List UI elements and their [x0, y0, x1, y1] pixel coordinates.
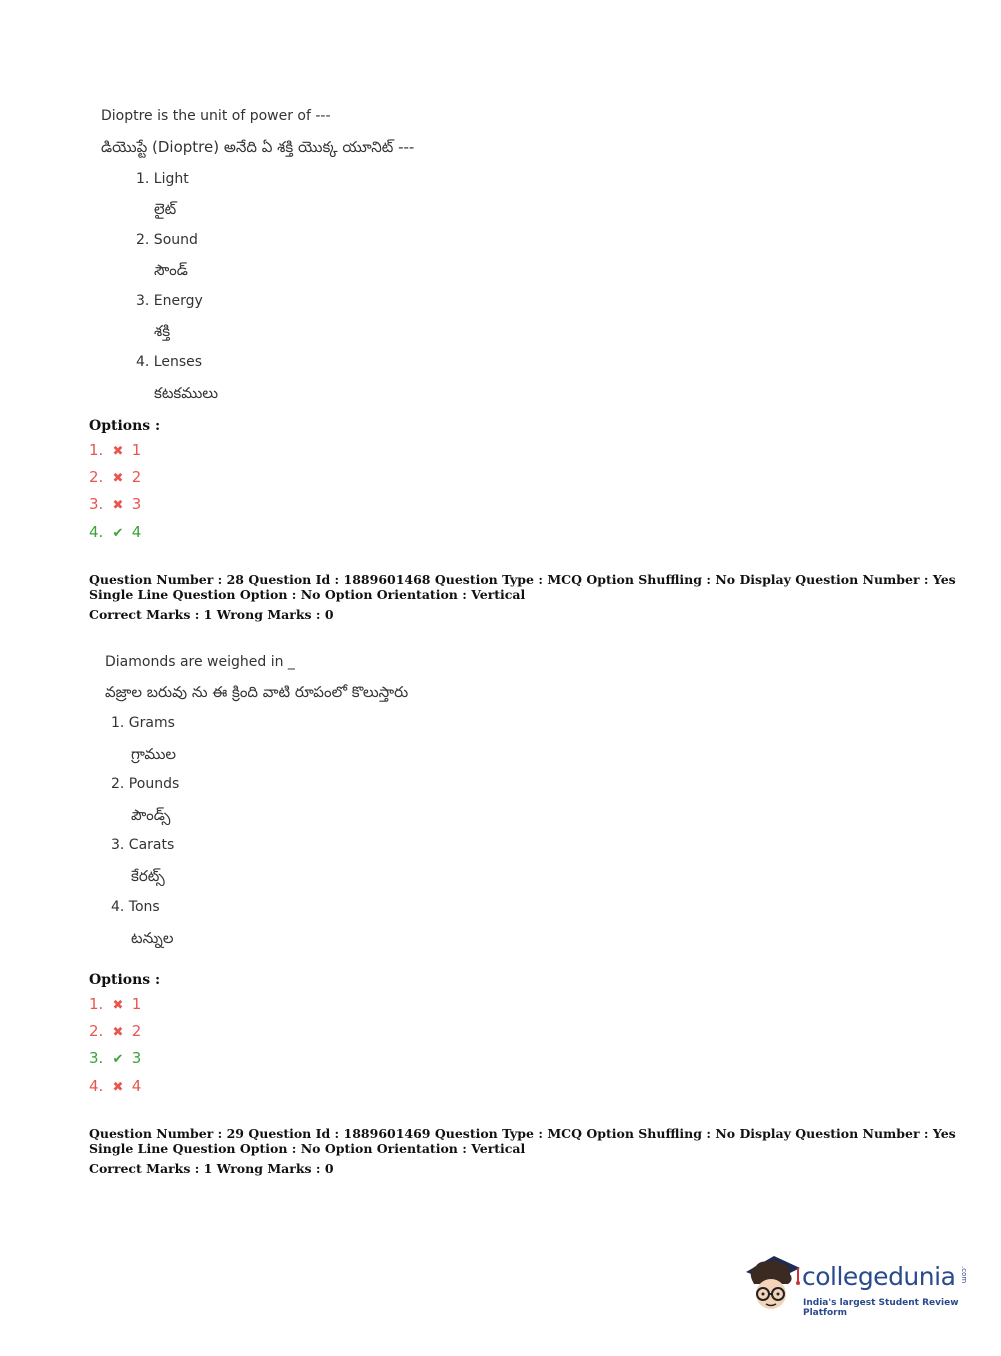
option-row: [89, 1077, 141, 1095]
cross-icon: ✖: [112, 498, 124, 513]
option-value: 1: [131, 995, 142, 1013]
options-label: Options :: [89, 418, 161, 434]
choice-1-te: గ్రాముల: [131, 745, 177, 763]
choice-2-en: 2. Sound: [136, 232, 198, 248]
question-text-en: Dioptre is the unit of power of ---: [101, 108, 331, 124]
option-number: 4.: [89, 523, 104, 541]
meta-line-1: Question Number : 29 Question Id : 1889601469 Question Type : MCQ Option Shuffling : No Display Question Number : Yes: [89, 1126, 956, 1141]
option-value: 4: [131, 523, 142, 541]
logo-tagline: India's largest Student Review Platform: [803, 1298, 959, 1318]
question-meta-29: [89, 1126, 956, 1176]
logo-name: collegedunia: [802, 1262, 956, 1291]
choice-1-te: లైట్: [154, 200, 177, 218]
option-number: 3.: [89, 1049, 104, 1067]
option-value: 1: [131, 441, 142, 459]
option-number: 1.: [89, 995, 104, 1013]
question-meta-28: [89, 572, 956, 622]
option-value: 2: [131, 468, 142, 486]
cross-icon: ✖: [112, 1025, 124, 1040]
choice-3-en: 3. Energy: [136, 293, 203, 309]
option-number: 3.: [89, 495, 104, 513]
question-text-te: డియొప్టే (Dioptre) అనేది ఏ శక్తి యొక్క యూనిట్ ---: [101, 138, 415, 156]
choice-3-te: శక్తి: [154, 322, 171, 340]
cross-icon: ✖: [112, 444, 124, 459]
logo-suffix: .com: [960, 1266, 968, 1284]
option-number: 1.: [89, 441, 104, 459]
mascot-icon: [742, 1250, 802, 1320]
check-icon: ✔: [112, 1052, 124, 1067]
meta-line-3: Correct Marks : 1 Wrong Marks : 0: [89, 1161, 334, 1176]
option-value: 3: [131, 495, 142, 513]
choice-2-te: పౌండ్స్: [131, 806, 171, 824]
choice-1-en: 1. Light: [136, 171, 189, 187]
choice-4-en: 4. Lenses: [136, 354, 203, 370]
option-row: [89, 1049, 141, 1067]
choice-3-te: కేరట్స్: [131, 867, 165, 885]
choice-4-en: 4. Tons: [111, 899, 160, 915]
choice-4-te: టన్నుల: [131, 929, 174, 947]
choice-2-en: 2. Pounds: [111, 776, 180, 792]
option-row: [89, 495, 141, 513]
option-value: 3: [131, 1049, 142, 1067]
cross-icon: ✖: [112, 1080, 124, 1095]
cross-icon: ✖: [112, 471, 124, 486]
option-value: 2: [131, 1022, 142, 1040]
check-icon: ✔: [112, 526, 124, 541]
question-text-te: వజ్రాల బరువు ను ఈ క్రింది వాటి రూపంలో కొలుస్తారు: [105, 683, 409, 701]
option-row: [89, 523, 141, 541]
meta-line-2: Single Line Question Option : No Option Orientation : Vertical: [89, 587, 526, 602]
option-number: 2.: [89, 468, 104, 486]
option-number: 4.: [89, 1077, 104, 1095]
option-row: [89, 1022, 141, 1040]
option-number: 2.: [89, 1022, 104, 1040]
question-text-en: Diamonds are weighed in _: [105, 654, 295, 670]
meta-line-1: Question Number : 28 Question Id : 1889601468 Question Type : MCQ Option Shuffling : No Display Question Number : Yes: [89, 572, 956, 587]
cross-icon: ✖: [112, 998, 124, 1013]
meta-line-3: Correct Marks : 1 Wrong Marks : 0: [89, 607, 334, 622]
choice-2-te: సౌండ్: [154, 261, 188, 279]
collegedunia-logo: [742, 1250, 972, 1320]
choice-1-en: 1. Grams: [111, 715, 175, 731]
option-row: [89, 441, 141, 459]
choice-4-te: కటకములు: [154, 384, 219, 402]
option-row: [89, 468, 141, 486]
options-label: Options :: [89, 972, 161, 988]
meta-line-2: Single Line Question Option : No Option Orientation : Vertical: [89, 1141, 526, 1156]
choice-3-en: 3. Carats: [111, 837, 175, 853]
option-row: [89, 995, 141, 1013]
option-value: 4: [131, 1077, 142, 1095]
